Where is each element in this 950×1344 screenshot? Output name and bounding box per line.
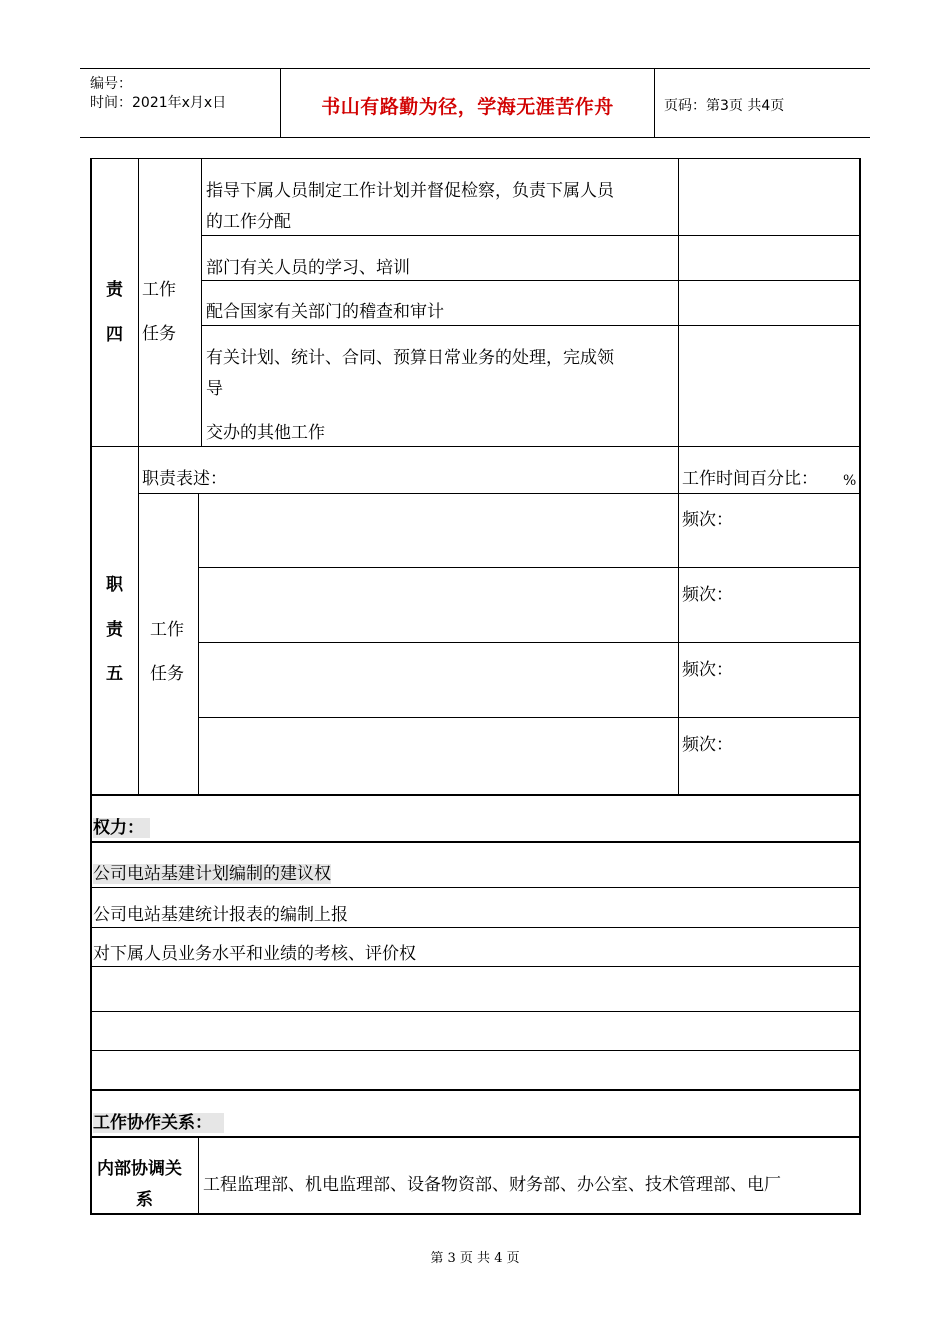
- divider: [90, 446, 861, 447]
- duty4-task-text: 导: [206, 379, 223, 399]
- duty4-task-text: 的工作分配: [206, 212, 291, 232]
- header-motto-cell: [280, 69, 655, 137]
- duty5-description-label: 职责表述：: [142, 469, 227, 489]
- divider: [201, 325, 860, 326]
- divider: [90, 966, 861, 967]
- divider: [90, 887, 861, 888]
- divider: [678, 446, 679, 795]
- duty5-task-label: 工作: [150, 620, 184, 640]
- table-border-left: [90, 158, 92, 1215]
- header-meta-cell: [80, 69, 280, 137]
- duty5-frequency: 频次：: [682, 660, 733, 680]
- duty5-frequency: 频次：: [682, 585, 733, 605]
- internal-coordination-value: 工程监理部、机电监理部、设备物资部、财务部、办公室、技术管理部、电厂: [203, 1175, 781, 1195]
- authority-title: 权力：: [93, 818, 150, 838]
- authority-item: 公司电站基建统计报表的编制上报: [93, 905, 348, 925]
- duty5-time-percent-label: 工作时间百分比：: [682, 469, 818, 489]
- duty4-task-text: 有关计划、统计、合同、预算日常业务的处理，完成领: [206, 348, 614, 368]
- divider: [198, 1137, 199, 1214]
- duty4-task-text: 部门有关人员的学习、培训: [206, 258, 410, 278]
- document-date: 时间：2021年x月x日: [90, 95, 227, 111]
- duty5-frequency: 频次：: [682, 735, 733, 755]
- divider: [198, 717, 860, 718]
- duty5-label-char: 责: [106, 620, 123, 640]
- internal-coordination-label: 内部协调关: [97, 1159, 182, 1179]
- document-number-label: 编号：: [90, 76, 132, 92]
- divider: [90, 841, 861, 843]
- divider: [201, 280, 860, 281]
- authority-item: 对下属人员业务水平和业绩的考核、评价权: [93, 944, 416, 964]
- table-border-top: [90, 158, 861, 159]
- header-motto: 书山有路勤为径，学海无涯苦作舟: [321, 96, 614, 118]
- internal-coordination-label: 系: [136, 1190, 153, 1210]
- divider: [90, 1050, 861, 1051]
- divider: [201, 158, 202, 446]
- table-border-bottom: [90, 1213, 861, 1215]
- authority-item: 公司电站基建计划编制的建议权: [93, 864, 331, 884]
- divider: [678, 158, 679, 446]
- divider: [138, 446, 139, 795]
- duty5-task-label: 任务: [150, 664, 184, 684]
- divider: [90, 1136, 861, 1138]
- duty4-task-text: 配合国家有关部门的稽查和审计: [206, 302, 444, 322]
- cooperation-title: 工作协作关系：: [93, 1113, 224, 1133]
- divider: [198, 642, 860, 643]
- duty4-label-char: 四: [106, 325, 123, 345]
- header-page-info: 页码：第3页 共4页: [664, 98, 785, 114]
- header-page-cell: [654, 69, 870, 137]
- page-header: [80, 68, 870, 138]
- divider: [201, 235, 860, 236]
- divider: [90, 1089, 861, 1091]
- duty4-task-label: 工作: [142, 280, 176, 300]
- divider: [138, 158, 139, 446]
- divider: [138, 493, 860, 494]
- duty4-task-label: 任务: [142, 324, 176, 344]
- divider: [90, 1011, 861, 1012]
- table-border-right: [859, 158, 861, 1215]
- duty5-percent-sign: %: [843, 473, 857, 489]
- duty5-frequency: 频次：: [682, 510, 733, 530]
- duty4-task-text: 指导下属人员制定工作计划并督促检察，负责下属人员: [206, 181, 614, 201]
- divider: [198, 567, 860, 568]
- divider: [90, 794, 861, 796]
- divider: [90, 927, 861, 928]
- page-footer: 第 3 页 共 4 页: [430, 1251, 520, 1266]
- duty5-label-char: 职: [106, 575, 123, 595]
- duty4-task-text: 交办的其他工作: [206, 423, 325, 443]
- duty5-label-char: 五: [106, 664, 123, 684]
- divider: [198, 493, 199, 795]
- duty4-label-char: 责: [106, 280, 123, 300]
